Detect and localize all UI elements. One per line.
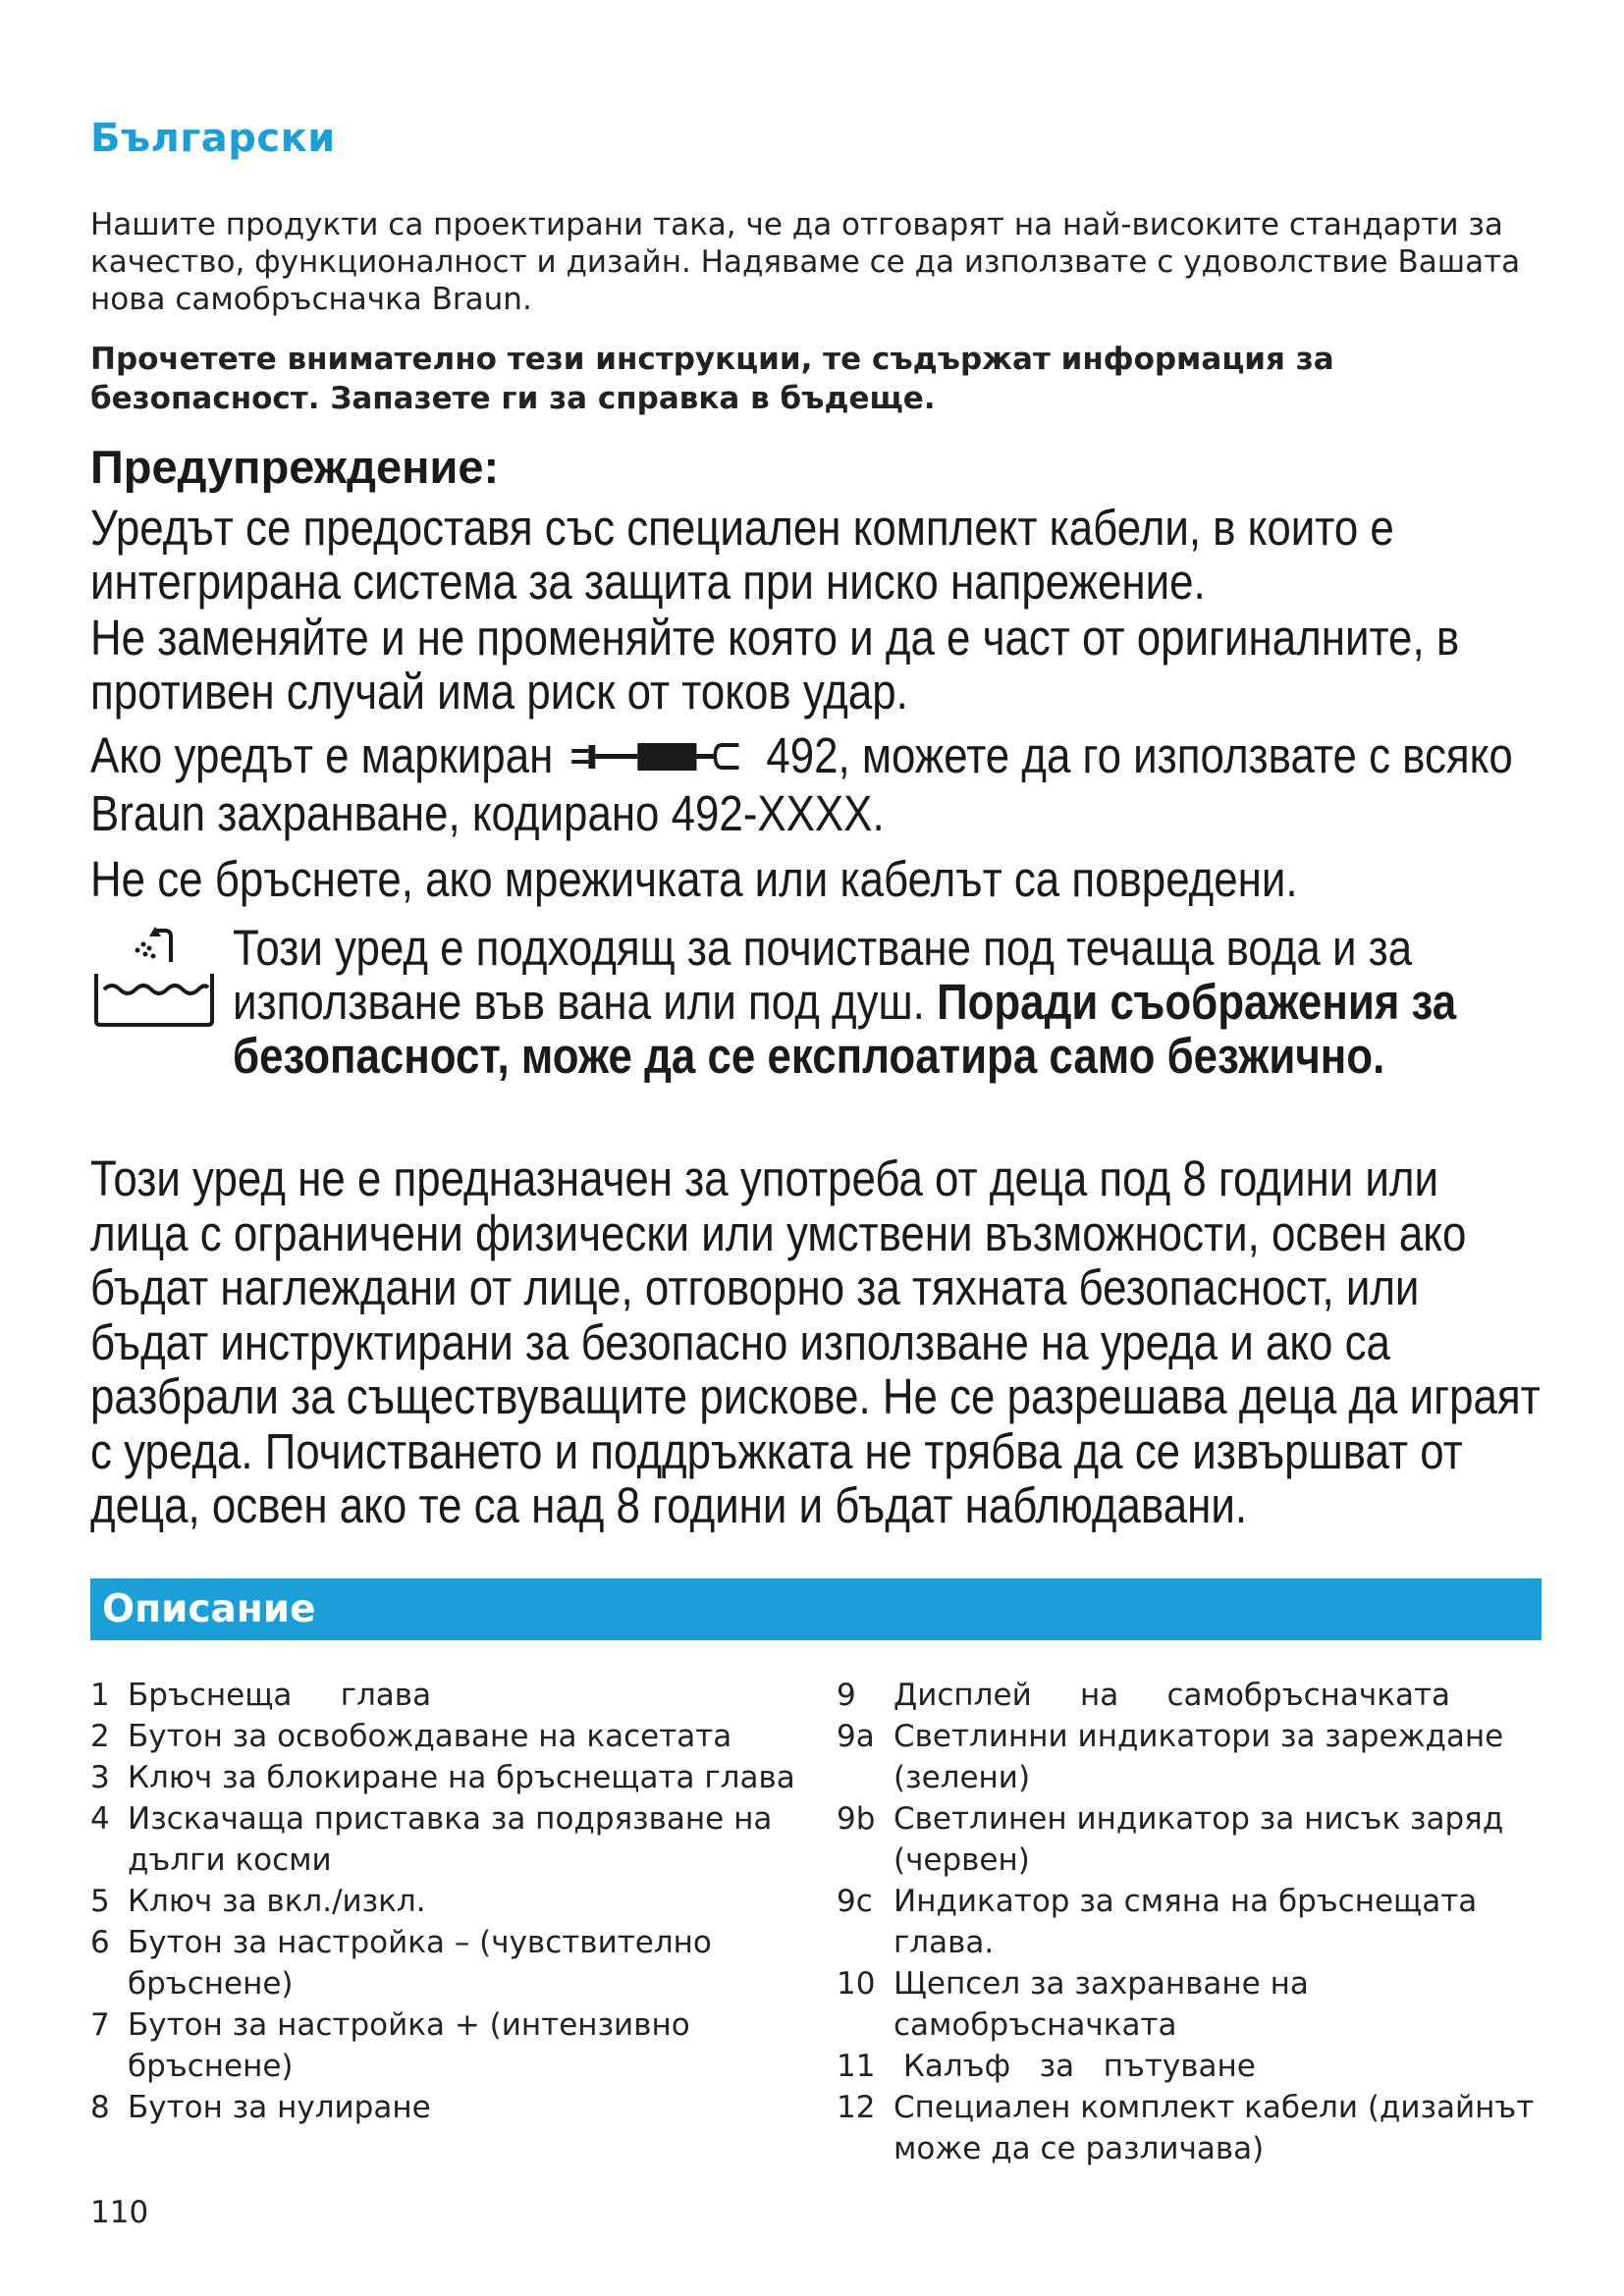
list-item: 6 Бутон за настройка – (чувствително бръснене) — [90, 1925, 712, 2002]
page-number: 110 — [90, 2195, 149, 2230]
intro-bold-paragraph: Прочетете внимателно тези инструкции, те съдържат информация за безопасност. Запазете ги за справка в бъдеще. — [90, 342, 1334, 416]
warning-paragraph-cable-set: Уредът се предоставя със специален комплект кабели, в които е интегрирана система за защита при ниско напрежение. — [90, 500, 1394, 610]
list-item: 8 Бутон за нулиране — [90, 2090, 431, 2125]
warning-paragraph-no-modify: Не заменяйте и не променяйте която и да е част от оригиналните, в противен случай има риск от токов удар. — [90, 610, 1460, 720]
description-section-header: Описание — [90, 1578, 1542, 1640]
list-item: 7 Бутон за настройка + (интензивно бръснене) — [90, 2007, 690, 2084]
list-item: 5 Ключ за вкл./изкл. — [90, 1884, 426, 1919]
list-item: 4 Изскачаща приставка за подрязване на дълги косми — [90, 1801, 773, 1878]
list-item: 9b Светлинен индикатор за нисък заряд (червен) — [837, 1801, 1504, 1878]
description-list-left — [90, 1675, 797, 2128]
intro-paragraph: Нашите продукти са проектирани така, че да отговарят на най-високите стандарти за качество, функционалност и дизайн. Надяваме се да използвате с удоволствие Вашата нова самобръсначка Braun. — [90, 207, 1521, 317]
marking-text-after: 492, можете да го използвате с всяко Braun захранване, кодирано 492-XXXX. — [90, 727, 1513, 842]
bathtub-shower-icon — [90, 923, 218, 1036]
language-heading: Български — [90, 116, 336, 161]
warning-paragraph-marking — [90, 728, 1543, 840]
warning-paragraph-water — [233, 921, 1533, 1083]
list-item: 1 Бръснеща глава — [90, 1678, 432, 1713]
list-item: 10 Щепсел за захранване на самобръсначката — [837, 1966, 1309, 2043]
list-item: 3 Ключ за блокиране на бръснещата глава — [90, 1760, 795, 1795]
warning-paragraph-damaged-foil: Не се бръснете, ако мрежичката или кабелът са повредени. — [90, 851, 1298, 907]
list-item: 9a Светлинни индикатори за зареждане (зелени) — [837, 1719, 1504, 1795]
list-item: 11 Калъф за пътуване — [837, 2049, 1256, 2084]
list-item: 9c Индикатор за смяна на бръснещата глава. — [837, 1884, 1478, 1960]
list-item: 9 Дисплей на самобръсначката — [837, 1678, 1451, 1713]
warning-title: Предупреждение: — [90, 441, 500, 493]
water-text-bold: Поради съображения за безопасност, може да се експлоатира само безжично. — [233, 974, 1457, 1084]
warning-paragraph-children: Този уред не е предназначен за употреба от деца под 8 години или лица с ограничени физически или умствени възможности, освен ако бъдат наглеждани от лице, отговорно за тяхната безопасност, или бъдат инструктирани за безопасно използване на уреда и ако са разбрали за съществуващите рискове. Не се разрешава деца да играят с уреда. Почистването и поддръжката не трябва да се извършват от деца, освен ако те са над 8 години и бъдат наблюдавани. — [90, 1150, 1541, 1533]
list-item: 12 Специален комплект кабели (дизайнът може да се различава) — [837, 2090, 1535, 2166]
description-list-right — [837, 1675, 1583, 2169]
marking-text-before: Ако уредът е маркиран — [90, 727, 554, 783]
power-plug-symbol-icon — [570, 732, 748, 786]
list-item: 2 Бутон за освобождаване на касетата — [90, 1719, 732, 1754]
water-text: Този уред е подходящ за почистване под течаща вода и за използване във вана или под душ. — [233, 920, 1413, 1030]
